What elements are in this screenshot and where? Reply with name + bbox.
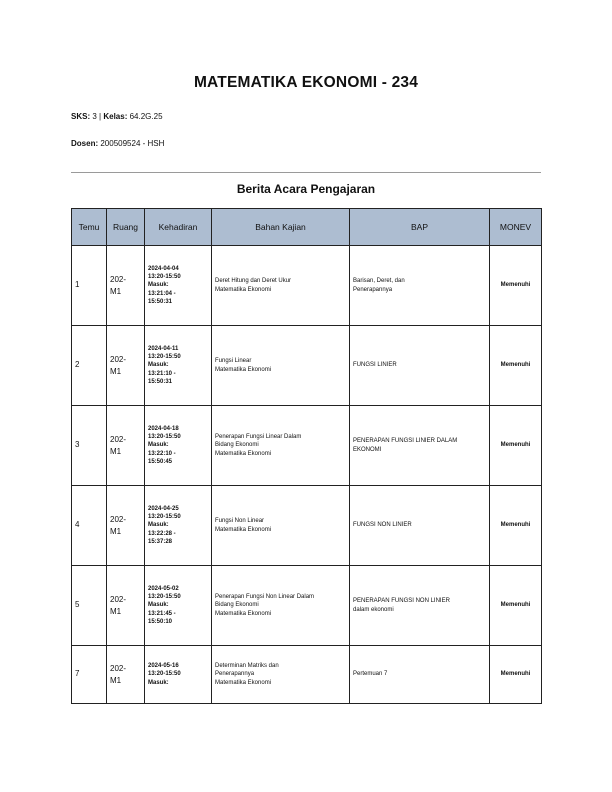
bap-line: PENERAPAN FUNGSI NON LINIER xyxy=(353,598,450,605)
kehadiran-line: Masuk: xyxy=(148,442,169,449)
bap-line: Barisan, Deret, dan xyxy=(353,278,405,285)
kehadiran-line: 13:22:10 - xyxy=(148,450,176,457)
ruang-line: 202- xyxy=(110,594,127,604)
cell-bahan-kajian xyxy=(212,326,350,406)
cell-ruang xyxy=(107,566,145,646)
table-row xyxy=(72,486,542,566)
cell-kehadiran xyxy=(145,646,212,704)
kehadiran-line: 13:21:10 - xyxy=(148,370,176,377)
dosen-label: Dosen: xyxy=(71,139,99,148)
cell-bahan-kajian xyxy=(212,406,350,486)
kehadiran-line: 13:20-15:50 xyxy=(148,354,181,361)
table-row xyxy=(72,406,542,486)
ruang-line: 202- xyxy=(110,354,127,364)
ruang-line: 202- xyxy=(110,274,127,284)
cell-monev: Memenuhi xyxy=(490,566,542,646)
kehadiran-line: 15:50:31 xyxy=(148,298,173,305)
cell-bap xyxy=(350,406,490,486)
cell-temu: 5 xyxy=(72,566,107,646)
kehadiran-line: 2024-05-16 xyxy=(148,663,179,670)
bap-line: PENERAPAN FUNGSI LINIER DALAM xyxy=(353,438,458,445)
bap-line: FUNGSI LINIER xyxy=(353,362,397,369)
bap-line: Pertemuan 7 xyxy=(353,671,388,678)
bahan-line: Matematika Ekonomi xyxy=(215,679,272,686)
bap-line: EKONOMI xyxy=(353,446,382,453)
cell-bap xyxy=(350,246,490,326)
bahan-line: Penerapannya xyxy=(215,671,255,678)
ruang-line: M1 xyxy=(110,606,122,616)
ruang-line: 202- xyxy=(110,434,127,444)
cell-temu: 1 xyxy=(72,246,107,326)
header-ruang: Ruang xyxy=(107,209,145,246)
separator: | xyxy=(99,112,102,121)
teaching-record-table xyxy=(71,208,542,704)
table-row xyxy=(72,246,542,326)
kehadiran-line: 15:50:10 xyxy=(148,618,173,625)
header-temu: Temu xyxy=(72,209,107,246)
cell-kehadiran xyxy=(145,246,212,326)
bahan-line: Bidang Ekonomi xyxy=(215,442,259,449)
ruang-line: M1 xyxy=(110,286,122,296)
kehadiran-line: Masuk: xyxy=(148,679,169,686)
kehadiran-line: Masuk: xyxy=(148,362,169,369)
kehadiran-line: Masuk: xyxy=(148,282,169,289)
divider xyxy=(71,172,541,173)
bahan-line: Determinan Matriks dan xyxy=(215,663,279,670)
ruang-line: M1 xyxy=(110,446,122,456)
cell-kehadiran xyxy=(145,326,212,406)
kehadiran-line: 15:37:28 xyxy=(148,538,173,545)
bahan-line: Bidang Ekonomi xyxy=(215,602,259,609)
cell-bahan-kajian xyxy=(212,646,350,704)
bap-line: dalam ekonomi xyxy=(353,606,394,613)
bahan-line: Penerapan Fungsi Non Linear Dalam xyxy=(215,594,315,601)
bahan-line: Matematika Ekonomi xyxy=(215,526,272,533)
course-info xyxy=(71,112,163,121)
cell-monev: Memenuhi xyxy=(490,646,542,704)
section-title: Berita Acara Pengajaran xyxy=(236,182,376,196)
sks-value: 3 xyxy=(92,112,97,121)
kelas-label: Kelas: xyxy=(103,112,128,121)
cell-monev: Memenuhi xyxy=(490,326,542,406)
bahan-line: Matematika Ekonomi xyxy=(215,286,272,293)
cell-temu: 4 xyxy=(72,486,107,566)
bap-line: FUNGSI NON LINIER xyxy=(353,522,412,529)
kehadiran-line: 15:50:45 xyxy=(148,458,173,465)
cell-ruang xyxy=(107,246,145,326)
cell-ruang xyxy=(107,326,145,406)
cell-bahan-kajian xyxy=(212,246,350,326)
kehadiran-line: 2024-04-04 xyxy=(148,266,179,273)
header-bahan-kajian: Bahan Kajian xyxy=(212,209,350,246)
ruang-line: 202- xyxy=(110,663,127,673)
bahan-line: Fungsi Non Linear xyxy=(215,518,265,525)
ruang-line: 202- xyxy=(110,514,127,524)
kehadiran-line: 13:21:45 - xyxy=(148,610,176,617)
bahan-line: Matematika Ekonomi xyxy=(215,610,272,617)
bahan-line: Deret Hitung dan Deret Ukur xyxy=(215,278,292,285)
page-title: MATEMATIKA EKONOMI - 234 xyxy=(193,74,419,91)
dosen-value: 200509524 - HSH xyxy=(100,139,165,148)
ruang-line: M1 xyxy=(110,526,122,536)
cell-ruang xyxy=(107,406,145,486)
cell-monev: Memenuhi xyxy=(490,406,542,486)
kehadiran-line: Masuk: xyxy=(148,602,169,609)
cell-temu: 7 xyxy=(72,646,107,704)
bahan-line: Fungsi Linear xyxy=(215,358,252,365)
bahan-line: Matematika Ekonomi xyxy=(215,366,272,373)
cell-kehadiran xyxy=(145,406,212,486)
kehadiran-line: 2024-04-25 xyxy=(148,506,179,513)
cell-kehadiran xyxy=(145,486,212,566)
kehadiran-line: 13:20-15:50 xyxy=(148,514,181,521)
lecturer-info xyxy=(71,139,164,148)
kehadiran-line: 13:21:04 - xyxy=(148,290,176,297)
kehadiran-line: Masuk: xyxy=(148,522,169,529)
cell-temu: 2 xyxy=(72,326,107,406)
kehadiran-line: 2024-04-18 xyxy=(148,426,179,433)
cell-bahan-kajian xyxy=(212,486,350,566)
ruang-line: M1 xyxy=(110,366,122,376)
bahan-line: Matematika Ekonomi xyxy=(215,450,272,457)
cell-monev: Memenuhi xyxy=(490,246,542,326)
cell-bap xyxy=(350,646,490,704)
table-row xyxy=(72,646,542,704)
table-header-row xyxy=(72,209,542,246)
kehadiran-line: 13:22:28 - xyxy=(148,530,176,537)
cell-monev: Memenuhi xyxy=(490,486,542,566)
cell-bap xyxy=(350,566,490,646)
header-bap: BAP xyxy=(350,209,490,246)
table-row xyxy=(72,566,542,646)
kehadiran-line: 13:20-15:50 xyxy=(148,434,181,441)
kehadiran-line: 2024-05-02 xyxy=(148,586,179,593)
bap-line: Penerapannya xyxy=(353,286,393,293)
header-monev: MONEV xyxy=(490,209,542,246)
kehadiran-line: 13:20-15:50 xyxy=(148,594,181,601)
cell-ruang xyxy=(107,486,145,566)
kelas-value: 64.2G.25 xyxy=(129,112,163,121)
cell-bahan-kajian xyxy=(212,566,350,646)
ruang-line: M1 xyxy=(110,675,122,685)
cell-bap xyxy=(350,486,490,566)
kehadiran-line: 15:50:31 xyxy=(148,378,173,385)
table-row xyxy=(72,326,542,406)
cell-temu: 3 xyxy=(72,406,107,486)
cell-kehadiran xyxy=(145,566,212,646)
cell-bap xyxy=(350,326,490,406)
sks-label: SKS: xyxy=(71,112,91,121)
kehadiran-line: 13:20-15:50 xyxy=(148,274,181,281)
kehadiran-line: 2024-04-11 xyxy=(148,346,179,353)
header-kehadiran: Kehadiran xyxy=(145,209,212,246)
cell-ruang xyxy=(107,646,145,704)
bahan-line: Penerapan Fungsi Linear Dalam xyxy=(215,434,302,441)
kehadiran-line: 13:20-15:50 xyxy=(148,671,181,678)
